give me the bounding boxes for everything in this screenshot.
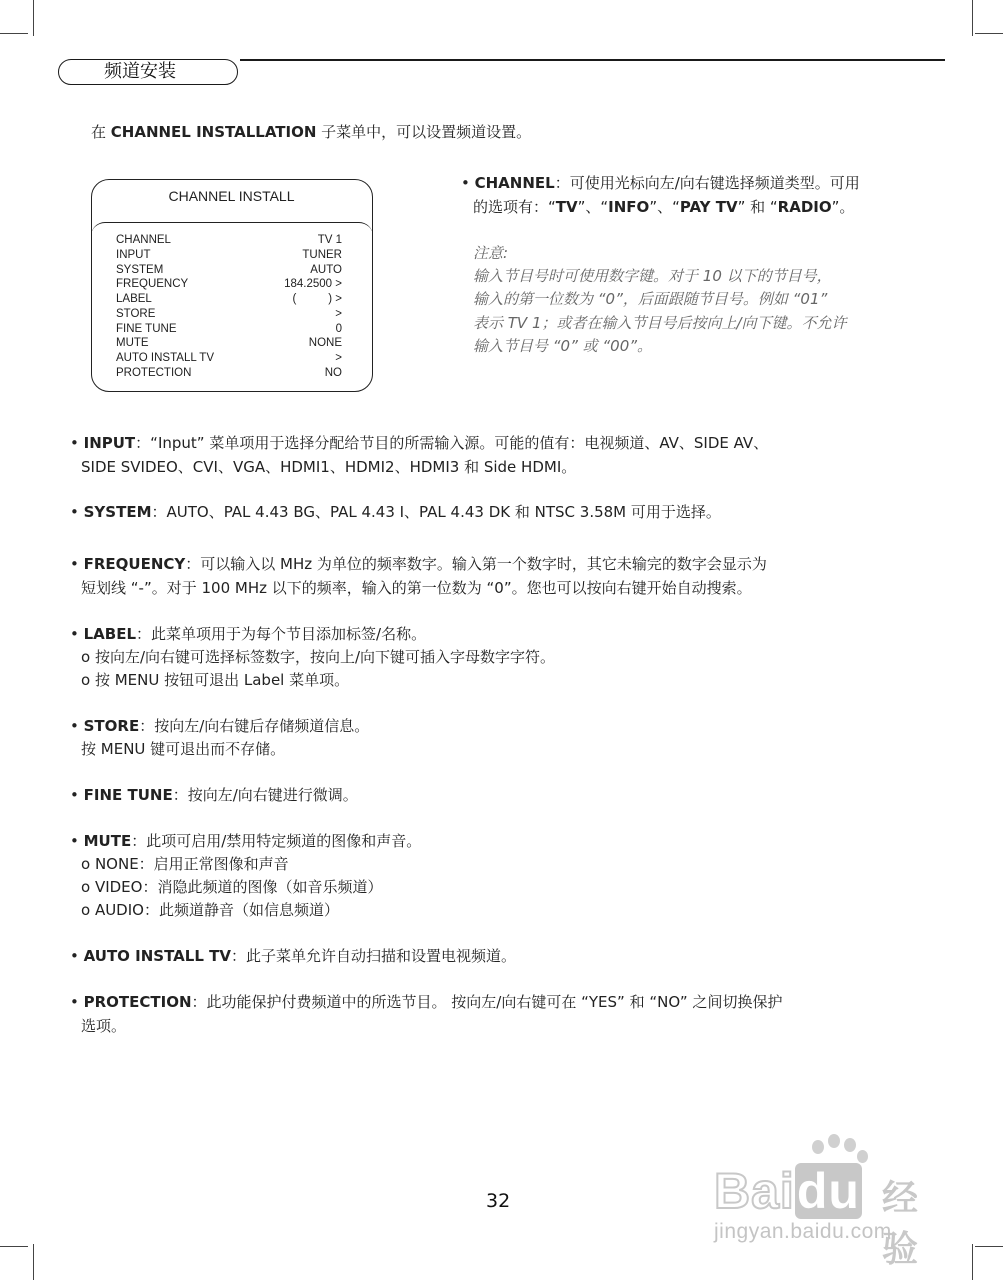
option-info: INFO (608, 198, 650, 216)
menu-row-value: AUTO (310, 264, 342, 276)
watermark-url: jingyan.baidu.com (714, 1220, 892, 1243)
term: FINE TUNE (83, 786, 173, 804)
menu-row-label: CHANNEL (116, 234, 171, 246)
crop-mark (972, 1244, 973, 1280)
channel-desc-line1 (461, 172, 860, 195)
crop-mark (0, 1246, 28, 1247)
system-section: • SYSTEM：AUTO、PAL 4.43 BG、PAL 4.43 I、PAL 4.43 DK 和 NTSC 3.58M 可用于选择。 (70, 503, 721, 521)
channel-desc-line2 (473, 196, 854, 219)
mute-section-line3: o VIDEO：消隐此频道的图像（如音乐频道） (81, 878, 383, 896)
desc-text: ：可以输入以 MHz 为单位的频率数字。输入第一个数字时，其它未输完的数字会显示为 (185, 555, 767, 573)
option-radio: RADIO (777, 198, 832, 216)
crop-mark (975, 33, 1003, 34)
term: AUTO INSTALL TV (83, 947, 231, 965)
bullet: • (461, 174, 475, 192)
menu-row-frequency (116, 277, 342, 292)
menu-title: CHANNEL INSTALL (168, 188, 295, 204)
menu-row-label: FREQUENCY (116, 278, 189, 290)
option-pay-tv: PAY TV (679, 198, 738, 216)
intro-text (91, 121, 531, 144)
frequency-section-line2: 短划线 “-”。对于 100 MHz 以下的频率，输入的第一位数为 “0”。您也可以按向右键开始自动搜索。 (81, 579, 752, 597)
term: INPUT (83, 434, 136, 452)
crop-mark (33, 1244, 34, 1280)
menu-row-auto-install (116, 351, 342, 366)
desc-text: ：此项可启用/禁用特定频道的图像和声音。 (131, 832, 422, 850)
menu-row-value: > (335, 352, 342, 364)
mute-section-line2: o NONE：启用正常图像和声音 (81, 855, 289, 873)
store-section-line2: 按 MENU 键可退出而不存储。 (81, 740, 286, 758)
desc-text: ：此子菜单允许自动扫描和设置电视频道。 (230, 947, 516, 965)
menu-row-label: PROTECTION (116, 367, 192, 379)
menu-row-value: ( ) > (292, 293, 342, 305)
intro-post: 子菜单中，可以设置频道设置。 (316, 123, 532, 141)
mute-section-line4: o AUDIO：此频道静音（如信息频道） (81, 901, 339, 919)
menu-row-label: SYSTEM (116, 264, 164, 276)
desc-text: ：“Input” 菜单项用于选择分配给节目的所需输入源。可能的值有：电视频道、AV、SIDE AV、 (135, 434, 769, 452)
menu-row-value: > (335, 308, 342, 320)
store-section: • STORE：按向左/向右键后存储频道信息。 (70, 717, 370, 735)
label-section-line3: o 按 MENU 按钮可退出 Label 菜单项。 (81, 671, 350, 689)
fine-tune-section: • FINE TUNE：按向左/向右键进行微调。 (70, 786, 358, 804)
desc-text: ：AUTO、PAL 4.43 BG、PAL 4.43 I、PAL 4.43 DK 和 NTSC 3.58M 可用于选择。 (151, 503, 721, 521)
note-line: 输入节目号时可使用数字键。对于 10 以下的节目号， (473, 267, 832, 285)
note-title: 注意: (473, 244, 509, 262)
protection-section: • PROTECTION：此功能保护付费频道中的所选节目。 按向左/向右键可在 “YES” 和 “NO” 之间切换保护 (70, 993, 783, 1011)
baidu-jingyan-watermark (714, 1134, 944, 1270)
desc-text: ：此功能保护付费频道中的所选节目。 按向左/向右键可在 “YES” 和 “NO” 之间切换保护 (191, 993, 783, 1011)
option-tv: TV (555, 198, 578, 216)
menu-row-label: INPUT (116, 249, 151, 261)
paw-icon (828, 1134, 840, 1148)
term: CHANNEL (474, 174, 555, 192)
term: LABEL (83, 625, 137, 643)
sep: ”、“ (577, 198, 609, 216)
term: PROTECTION (83, 993, 192, 1011)
menu-row-value: NO (324, 367, 342, 379)
desc-text: ：按向左/向右键后存储频道信息。 (139, 717, 370, 735)
crop-mark (0, 33, 28, 34)
menu-row-value: TV 1 (317, 234, 342, 246)
menu-row-input (116, 248, 342, 263)
menu-row-fine-tune (116, 322, 342, 337)
menu-row-store (116, 307, 342, 322)
desc-text: ：可使用光标向左/向右键选择频道类型。可用 (554, 174, 860, 192)
crop-mark (972, 0, 973, 36)
desc-text: 的选项有：“ (473, 198, 556, 216)
menu-row-label: STORE (116, 308, 156, 320)
term: STORE (83, 717, 140, 735)
note-line: 表示 TV 1；或者在输入节目号后按向上/向下键。不允许 (473, 314, 847, 332)
crop-mark (33, 0, 34, 36)
desc-text: ：此菜单项用于为每个节目添加标签/名称。 (136, 625, 427, 643)
watermark-cn: 经验 (882, 1178, 919, 1270)
menu-row-channel (116, 233, 342, 248)
term: MUTE (83, 832, 132, 850)
menu-row-mute (116, 336, 342, 351)
label-section: • LABEL：此菜单项用于为每个节目添加标签/名称。 (70, 625, 427, 643)
header-rule (240, 59, 945, 61)
paw-icon (844, 1138, 856, 1152)
label-section-line2: o 按向左/向右键可选择标签数字，按向上/向下键可插入字母数字字符。 (81, 648, 556, 666)
menu-row-value: NONE (308, 337, 342, 349)
intro-pre: 在 (91, 123, 111, 141)
note-line: 输入节目号 “0” 或 “00”。 (473, 337, 653, 355)
mute-section: • MUTE：此项可启用/禁用特定频道的图像和声音。 (70, 832, 422, 850)
auto-install-section: • AUTO INSTALL TV：此子菜单允许自动扫描和设置电视频道。 (70, 947, 516, 965)
channel-install-menu (91, 179, 373, 392)
frequency-section: • FREQUENCY：可以输入以 MHz 为单位的频率数字。输入第一个数字时，其它未输完的数字会显示为 (70, 555, 767, 573)
crop-mark (975, 1246, 1003, 1247)
menu-row-label: LABEL (116, 293, 152, 305)
menu-row-value: TUNER (302, 249, 342, 261)
page-title: 频道安装 (104, 61, 176, 82)
note-line: 输入的第一位数为 “0”，后面跟随节目号。例如 “01” (473, 290, 828, 308)
term: SYSTEM (83, 503, 152, 521)
intro-bold: CHANNEL INSTALLATION (110, 123, 317, 141)
term: FREQUENCY (83, 555, 186, 573)
menu-row-label: FINE TUNE (116, 323, 177, 335)
menu-row-label (116, 292, 342, 307)
protection-section-line2: 选项。 (81, 1017, 127, 1035)
input-section: • INPUT：“Input” 菜单项用于选择分配给节目的所需输入源。可能的值有：电视频道、AV、SIDE AV、 (70, 434, 769, 452)
menu-row-value: 184.2500 > (284, 278, 342, 290)
watermark-brand: Baidu (714, 1163, 860, 1219)
sep: ”。 (831, 198, 855, 216)
menu-row-label: MUTE (116, 337, 149, 349)
desc-text: ：按向左/向右键进行微调。 (172, 786, 358, 804)
sep: ” 和 “ (737, 198, 778, 216)
menu-row-protection (116, 366, 342, 381)
menu-row-value: 0 (335, 323, 342, 335)
input-section-line2: SIDE SVIDEO、CVI、VGA、HDMI1、HDMI2、HDMI3 和 Side HDMI。 (81, 458, 577, 476)
sep: ”、“ (649, 198, 680, 216)
paw-icon (812, 1140, 824, 1154)
menu-row-system (116, 263, 342, 278)
menu-row-label: AUTO INSTALL TV (116, 352, 214, 364)
page-number: 32 (486, 1190, 511, 1212)
